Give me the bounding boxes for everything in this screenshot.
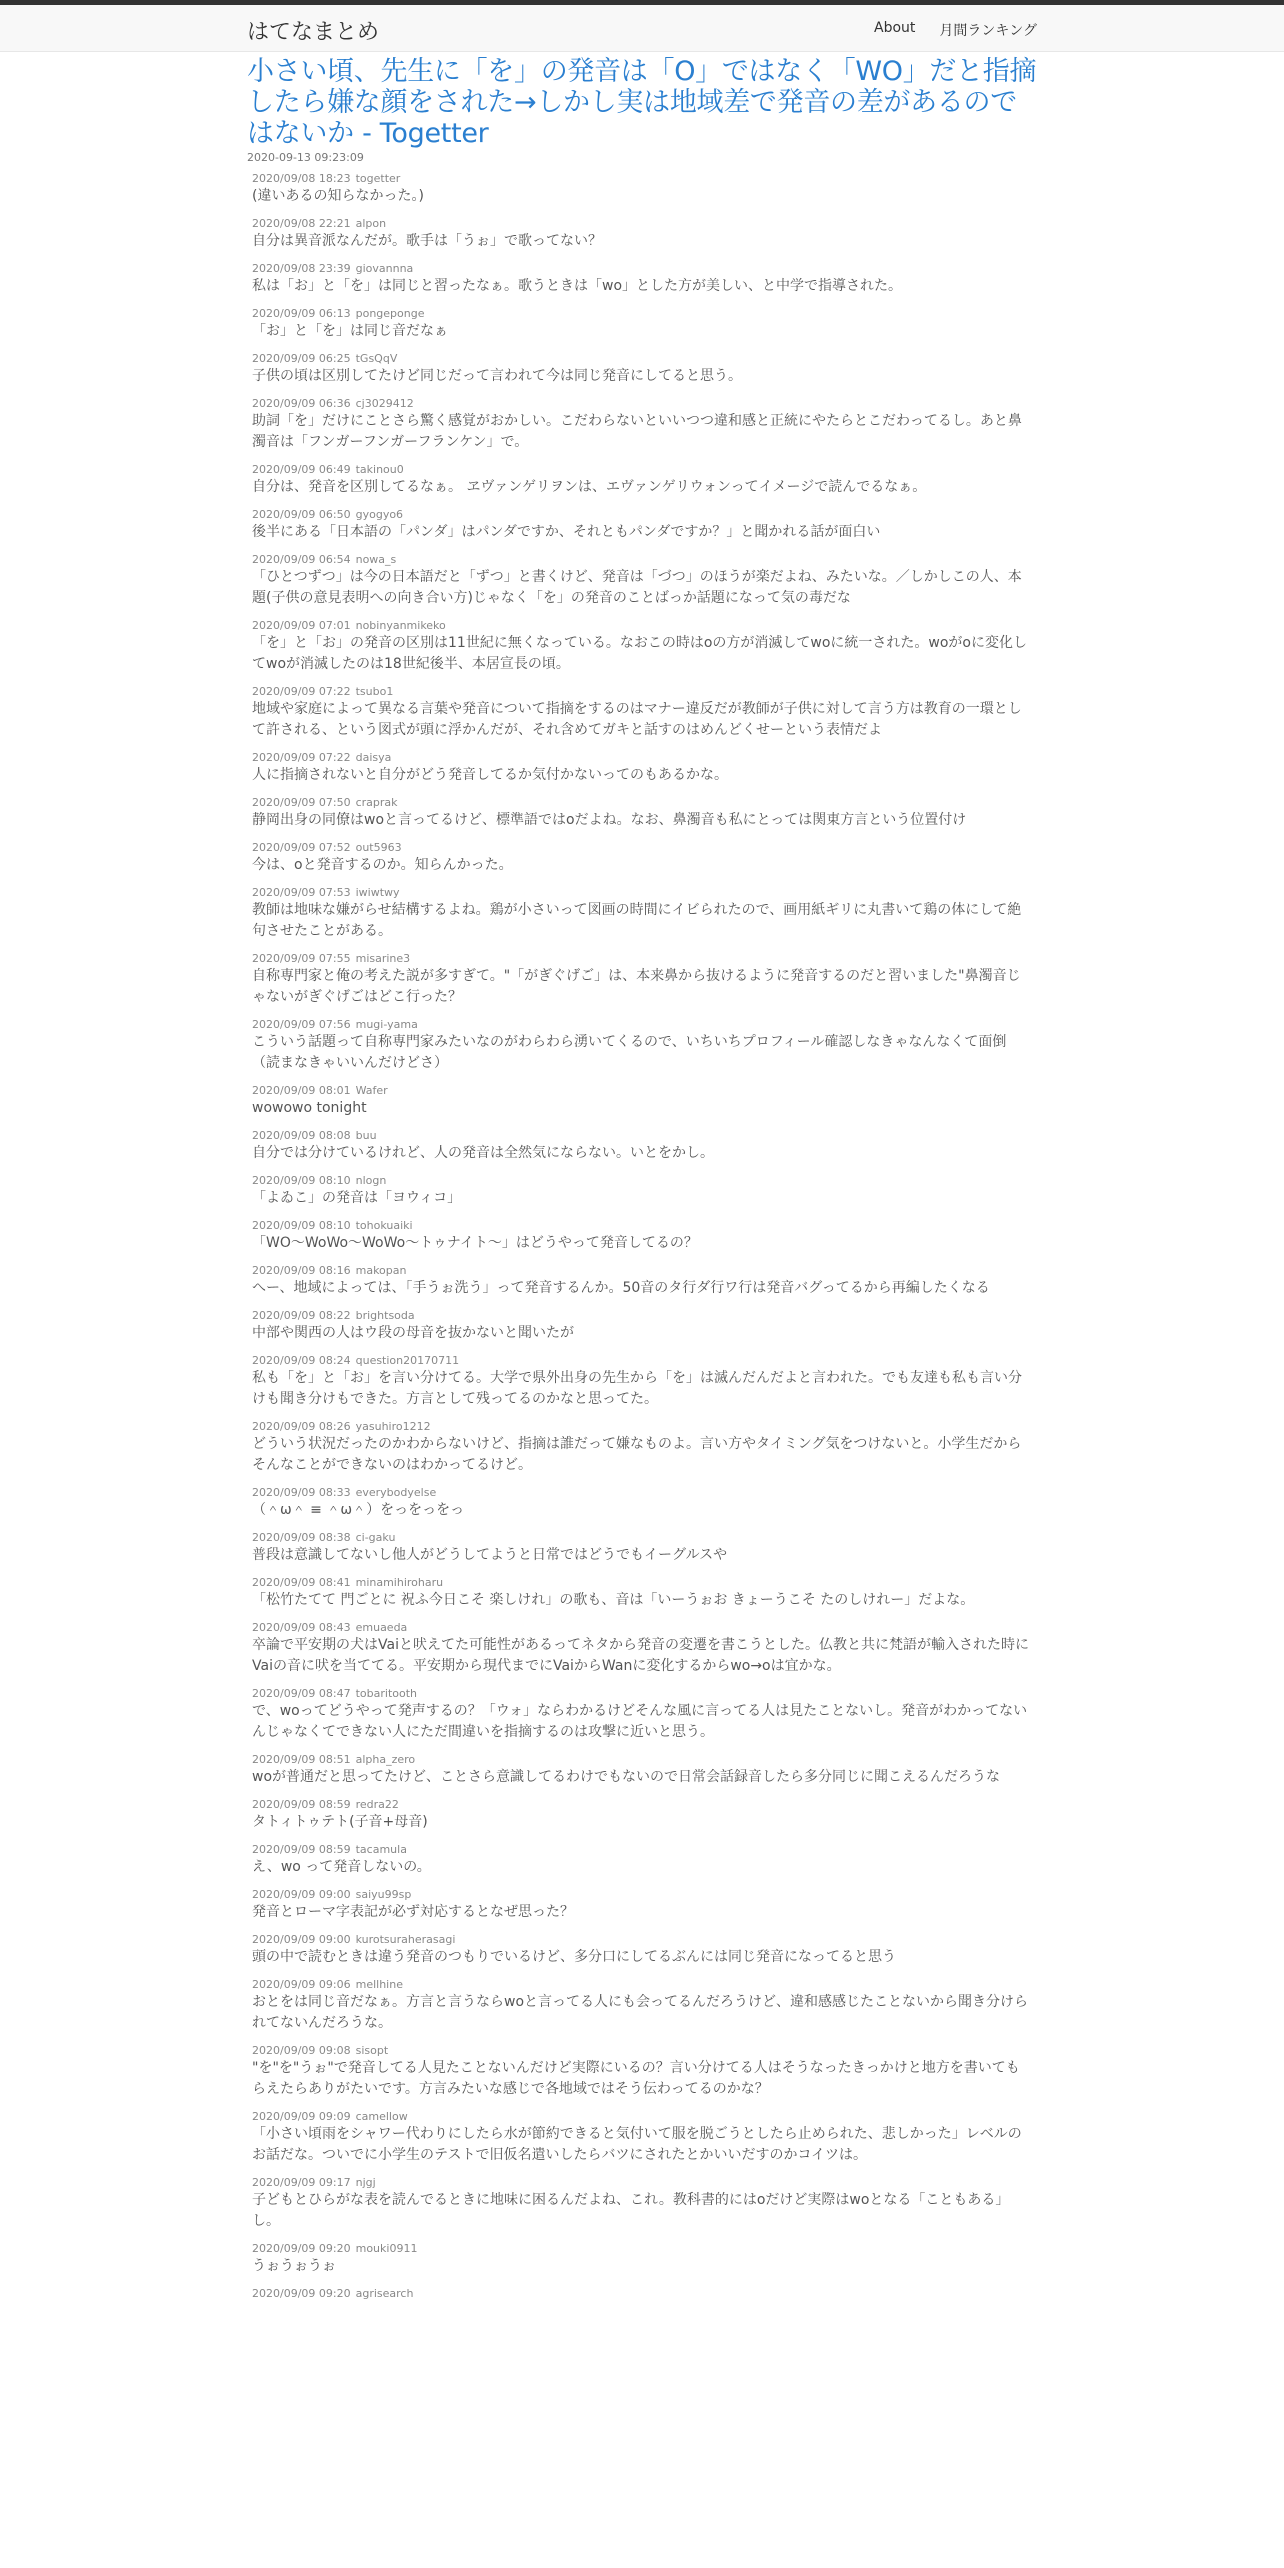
- comment-timestamp: 2020/09/09 07:53: [252, 886, 351, 899]
- comment-item: [247, 796, 1037, 831]
- comment-timestamp: 2020/09/09 09:06: [252, 1978, 351, 1991]
- comment-item: [247, 1978, 1037, 2034]
- comment-username[interactable]: brightsoda: [355, 1309, 415, 1322]
- comment-timestamp: 2020/09/09 09:00: [252, 1888, 351, 1901]
- comment-item: [247, 1174, 1037, 1209]
- comment-timestamp: 2020/09/09 07:22: [252, 751, 351, 764]
- comment-timestamp: 2020/09/09 09:20: [252, 2287, 351, 2300]
- comment-username[interactable]: nobinyanmikeko: [355, 619, 446, 632]
- comment-meta: [252, 1174, 1032, 1188]
- comment-username[interactable]: tacamula: [355, 1843, 407, 1856]
- comment-item: [247, 952, 1037, 1008]
- comment-username[interactable]: everybodyelse: [355, 1486, 437, 1499]
- comment-username[interactable]: nowa_s: [355, 553, 397, 566]
- comment-username[interactable]: question20170711: [355, 1354, 460, 1367]
- comment-meta: [252, 1486, 1032, 1500]
- comment-text: 私も「を」と「お」を言い分けてる。大学で県外出身の先生から「を」は滅んだんだよと言われた。でも友達も私も言い分けも聞き分けもできた。方言として残ってるのかなと思ってた。: [252, 1370, 1022, 1407]
- comment-timestamp: 2020/09/08 23:39: [252, 262, 351, 275]
- comment-timestamp: 2020/09/09 08:43: [252, 1621, 351, 1634]
- comment-meta: [252, 1309, 1032, 1323]
- comment-meta: [252, 352, 1032, 366]
- comment-timestamp: 2020/09/09 09:09: [252, 2110, 351, 2123]
- comment-item: [247, 619, 1037, 675]
- comment-item: [247, 397, 1037, 453]
- site-brand-link[interactable]: はてなまとめ: [247, 20, 380, 45]
- nav-links: [874, 20, 1037, 40]
- comment-timestamp: 2020/09/09 06:25: [252, 352, 351, 365]
- comment-item: [247, 217, 1037, 252]
- comment-meta: [252, 1354, 1032, 1368]
- navbar: [0, 5, 1284, 52]
- comment-item: [247, 1531, 1037, 1566]
- comment-username[interactable]: minamihiroharu: [355, 1576, 444, 1589]
- comment-item: [247, 1018, 1037, 1074]
- comment-meta: [252, 1264, 1032, 1278]
- comment-meta: [252, 172, 1032, 186]
- comment-text: 発音とローマ字表記が必ず対応するとなぜ思った？: [252, 1904, 574, 1920]
- comment-text: 「松竹たてて 門ごとに 祝ふ今日こそ 楽しけれ」の歌も、音は「いーうぉお きょーうこそ たのしけれー」だよな。: [252, 1592, 975, 1608]
- comment-item: [247, 685, 1037, 741]
- comment-text: 中部や関西の人はウ段の母音を抜かないと聞いたが: [252, 1325, 574, 1341]
- comment-username[interactable]: mugi-yama: [355, 1018, 418, 1031]
- comment-text: 卒論で平安期の犬はVaiと吠えてた可能性があるってネタから発音の変遷を書こうとした。仏教と共に梵語が輸入された時にVaiの音に吠を当ててる。平安期から現代までにVaiからWanに変化するからwo→oは宜かな。: [252, 1637, 1029, 1674]
- comment-text: 静岡出身の同僚はwoと言ってるけど、標準語ではoだよね。なお、鼻濁音も私にとっては関東方言という位置付け: [252, 812, 967, 828]
- comment-item: [247, 1843, 1037, 1878]
- comment-text: 「小さい頃雨をシャワー代わりにしたら水が節約できると気付いて服を脱ごうとしたら止められた、悲しかった」レベルのお話だな。ついでに小学生のテストで旧仮名遣いしたらバツにされたとかいいだすのかコイツは。: [252, 2126, 1022, 2163]
- comment-username[interactable]: yasuhiro1212: [355, 1420, 431, 1433]
- comment-meta: [252, 1843, 1032, 1857]
- comment-item: [247, 1129, 1037, 1164]
- comment-timestamp: 2020/09/09 06:54: [252, 553, 351, 566]
- comment-item: [247, 2044, 1037, 2100]
- nav-link-about[interactable]: About: [874, 20, 916, 36]
- comment-item: [247, 172, 1037, 207]
- comment-item: [247, 1219, 1037, 1254]
- comment-timestamp: 2020/09/09 09:08: [252, 2044, 351, 2057]
- comment-timestamp: 2020/09/09 09:17: [252, 2176, 351, 2189]
- comment-timestamp: 2020/09/09 07:56: [252, 1018, 351, 1031]
- comment-text: 後半にある「日本語の「パンダ」はパンダですか、それともパンダですか？」と聞かれる話が面白い: [252, 524, 881, 540]
- comment-item: [247, 1888, 1037, 1923]
- comment-meta: [252, 685, 1032, 699]
- comment-item: [247, 1486, 1037, 1521]
- comment-username[interactable]: redra22: [355, 1798, 399, 1811]
- comment-username[interactable]: alpha_zero: [355, 1753, 416, 1766]
- comment-text: タトィトゥテト(子音+母音): [252, 1814, 428, 1830]
- comment-username[interactable]: camellow: [355, 2110, 408, 2123]
- comment-username[interactable]: Wafer: [355, 1084, 388, 1097]
- page-date: 2020-09-13 09:23:09: [247, 151, 364, 164]
- comment-item: [247, 1576, 1037, 1611]
- comment-username[interactable]: mellhine: [355, 1978, 403, 1991]
- main-content: [247, 56, 1037, 2311]
- comment-username[interactable]: emuaeda: [355, 1621, 408, 1634]
- comment-username[interactable]: mouki0911: [355, 2242, 418, 2255]
- comment-meta: [252, 1753, 1032, 1767]
- comment-meta: [252, 217, 1032, 231]
- comment-meta: [252, 508, 1032, 522]
- comment-timestamp: 2020/09/09 08:59: [252, 1798, 351, 1811]
- comment-username[interactable]: gyogyo6: [355, 508, 404, 521]
- comment-list: [247, 172, 1037, 2301]
- comment-timestamp: 2020/09/09 08:24: [252, 1354, 351, 1367]
- comment-username[interactable]: saiyu99sp: [355, 1888, 412, 1901]
- comment-timestamp: 2020/09/09 08:10: [252, 1174, 351, 1187]
- comment-text: 自分は、発音を区別してるなぁ。 ヱヴァンゲリヲンは、エヴァンゲリウォンってイメージで読んでるなぁ。: [252, 479, 927, 495]
- comment-meta: [252, 553, 1032, 567]
- comment-text: どういう状況だったのかわからないけど、指摘は誰だって嫌なものよ。言い方やタイミング気をつけないと。小学生だからそんなことができないのはわかってるけど。: [252, 1436, 1022, 1473]
- comment-timestamp: 2020/09/09 07:55: [252, 952, 351, 965]
- comment-text: 助詞「を」だけにことさら驚く感覚がおかしい。こだわらないといいつつ違和感と正統にやたらとこだわってるし。あと鼻濁音は「フンガーフンガーフランケン」で。: [252, 413, 1022, 450]
- comment-username[interactable]: alpon: [355, 217, 387, 230]
- comment-username[interactable]: out5963: [355, 841, 402, 854]
- comment-item: [247, 1264, 1037, 1299]
- comment-meta: [252, 1621, 1032, 1635]
- comment-text: wowowo tonight: [252, 1100, 367, 1116]
- comment-text: へー、地域によっては、「手うぉ洗う」って発音するんか。50音のタ行ダ行ワ行は発音バグってるから再編したくなる: [252, 1280, 990, 1296]
- comment-text: 自分では分けているけれど、人の発音は全然気にならない。いとをかし。: [252, 1145, 714, 1161]
- comment-timestamp: 2020/09/08 18:23: [252, 172, 351, 185]
- comment-username[interactable]: nlogn: [355, 1174, 387, 1187]
- comment-item: [247, 1420, 1037, 1476]
- comment-username[interactable]: makopan: [355, 1264, 407, 1277]
- comment-item: [247, 307, 1037, 342]
- comment-meta: [252, 1420, 1032, 1434]
- comment-text: 「ひとつずつ」は今の日本語だと「ずつ」と書くけど、発音は「づつ」のほうが楽だよね、みたいな。／しかしこの人、本題(子供の意見表明への向き合い方)じゃなく「を」の発音のことばっか話題になって気の毒だな: [252, 569, 1022, 606]
- comment-text: 教師は地味な嫌がらせ結構するよね。鶏が小さいって図画の時間にイビられたので、画用紙ギリに丸書いて鶏の体にして絶句させたことがある。: [252, 902, 1022, 939]
- comment-meta: [252, 1084, 1032, 1098]
- comment-username[interactable]: giovannna: [355, 262, 414, 275]
- comment-timestamp: 2020/09/09 08:10: [252, 1219, 351, 1232]
- comment-timestamp: 2020/09/09 07:22: [252, 685, 351, 698]
- comment-item: [247, 1309, 1037, 1344]
- comment-item: [247, 553, 1037, 609]
- comment-item: [247, 886, 1037, 942]
- comment-meta: [252, 2176, 1032, 2190]
- comment-timestamp: 2020/09/09 06:13: [252, 307, 351, 320]
- comment-text: "を"を"うぉ"で発音してる人見たことないんだけど実際にいるの？言い分けてる人はそうなったきっかけと地方を書いてもらえたらありがたいです。方言みたいな感じで各地域ではそう伝わってるのかな？: [252, 2060, 1020, 2097]
- comment-timestamp: 2020/09/09 08:47: [252, 1687, 351, 1700]
- comment-timestamp: 2020/09/09 08:22: [252, 1309, 351, 1322]
- comment-timestamp: 2020/09/09 08:16: [252, 1264, 351, 1277]
- comment-meta: [252, 619, 1032, 633]
- comment-username[interactable]: agrisearch: [355, 2287, 414, 2300]
- comment-timestamp: 2020/09/09 07:52: [252, 841, 351, 854]
- comment-item: [247, 2287, 1037, 2301]
- comment-timestamp: 2020/09/09 09:20: [252, 2242, 351, 2255]
- comment-item: [247, 1753, 1037, 1788]
- comment-username[interactable]: tohokuaiki: [355, 1219, 413, 1232]
- comment-username[interactable]: daisya: [355, 751, 392, 764]
- comment-text: え、wo って発音しないの。: [252, 1859, 431, 1875]
- comment-username[interactable]: pongeponge: [355, 307, 425, 320]
- comment-timestamp: 2020/09/09 08:01: [252, 1084, 351, 1097]
- comment-text: 「WO〜WoWo〜WoWo〜トゥナイト〜」はどうやって発音してるの？: [252, 1235, 698, 1251]
- comment-text: 人に指摘されないと自分がどう発音してるか気付かないってのもあるかな。: [252, 767, 728, 783]
- comment-meta: [252, 397, 1032, 411]
- comment-meta: [252, 1018, 1032, 1032]
- comment-timestamp: 2020/09/09 06:36: [252, 397, 351, 410]
- comment-text: こういう話題って自称専門家みたいなのがわらわら湧いてくるので、いちいちプロフィール確認しなきゃなんなくて面倒（読まなきゃいいんだけどさ）: [252, 1034, 1007, 1071]
- comment-username[interactable]: tGsQqV: [355, 352, 398, 365]
- nav-link-monthly-ranking[interactable]: 月間ランキング: [939, 23, 1037, 39]
- comment-item: [247, 2110, 1037, 2166]
- comment-text: 子供の頃は区別してたけど同じだって言われて今は同じ発音にしてると思う。: [252, 368, 742, 384]
- comment-timestamp: 2020/09/09 08:59: [252, 1843, 351, 1856]
- comment-item: [247, 352, 1037, 387]
- comment-item: [247, 841, 1037, 876]
- comment-text: 「よゐこ」の発音は「ヨウィコ」: [252, 1190, 462, 1206]
- comment-meta: [252, 2242, 1032, 2256]
- comment-text: 子どもとひらがな表を読んでるときに地味に困るんだよね、これ。教科書的にはoだけど実際はwoとなる「こともある」し。: [252, 2192, 1010, 2229]
- comment-username[interactable]: cj3029412: [355, 397, 414, 410]
- comment-meta: [252, 1687, 1032, 1701]
- comment-text: (違いあるの知らなかった。): [252, 188, 424, 204]
- comment-meta: [252, 751, 1032, 765]
- comment-item: [247, 1084, 1037, 1119]
- comment-meta: [252, 841, 1032, 855]
- comment-meta: [252, 1933, 1032, 1947]
- comment-item: [247, 463, 1037, 498]
- comment-item: [247, 1687, 1037, 1743]
- comment-text: woが普通だと思ってたけど、ことさら意識してるわけでもないので日常会話録音したら多分同じに聞こえるんだろうな: [252, 1769, 1001, 1785]
- comment-timestamp: 2020/09/09 07:50: [252, 796, 351, 809]
- comment-text: 今は、oと発音するのか。知らんかった。: [252, 857, 513, 873]
- comment-text: 私は「お」と「を」は同じと習ったなぁ。歌うときは「wo」とした方が美しい、と中学で指導された。: [252, 278, 903, 294]
- comment-username[interactable]: tobaritooth: [355, 1687, 418, 1700]
- comment-item: [247, 2242, 1037, 2277]
- comment-username[interactable]: misarine3: [355, 952, 411, 965]
- comment-meta: [252, 952, 1032, 966]
- comment-username[interactable]: kurotsuraherasagi: [355, 1933, 456, 1946]
- comment-item: [247, 1354, 1037, 1410]
- comment-item: [247, 751, 1037, 786]
- comment-item: [247, 1798, 1037, 1833]
- comment-meta: [252, 1888, 1032, 1902]
- comment-meta: [252, 2287, 1032, 2301]
- comment-meta: [252, 463, 1032, 477]
- comment-meta: [252, 307, 1032, 321]
- comment-text: 「お」と「を」は同じ音だなぁ: [252, 323, 448, 339]
- comment-item: [247, 2176, 1037, 2232]
- comment-text: 地域や家庭によって異なる言葉や発音について指摘をするのはマナー違反だが教師が子供に対して言う方は教育の一環として許される、という図式が頭に浮かんだが、それ含めてガキと話すのはめんどくせーという表情だよ: [252, 701, 1022, 738]
- comment-text: （＾ω＾ ≡ ＾ω＾）をっをっをっ: [252, 1502, 465, 1518]
- comment-timestamp: 2020/09/09 09:00: [252, 1933, 351, 1946]
- comment-meta: [252, 1129, 1032, 1143]
- comment-meta: [252, 1978, 1032, 1992]
- comment-text: おとをは同じ音だなぁ。方言と言うならwoと言ってる人にも会ってるんだろうけど、違和感感じたことないから聞き分けられてないんだろうな。: [252, 1994, 1029, 2031]
- comment-item: [247, 1621, 1037, 1677]
- comment-text: 「を」と「お」の発音の区別は11世紀に無くなっている。なおこの時はoの方が消滅してwoに統一された。woがoに変化してwoが消滅したのは18世紀後半、本居宣長の頃。: [252, 635, 1027, 672]
- comment-text: うぉうぉうぉ: [252, 2258, 336, 2274]
- comment-timestamp: 2020/09/09 07:01: [252, 619, 351, 632]
- comment-timestamp: 2020/09/08 22:21: [252, 217, 351, 230]
- comment-meta: [252, 1798, 1032, 1812]
- comment-item: [247, 508, 1037, 543]
- comment-text: 自分は異音派なんだが。歌手は「うぉ」で歌ってない？: [252, 233, 602, 249]
- comment-meta: [252, 1219, 1032, 1233]
- comment-text: 普段は意識してないし他人がどうしてようと日常ではどうでもイーグルスや: [252, 1547, 728, 1563]
- comment-timestamp: 2020/09/09 06:50: [252, 508, 351, 521]
- comment-timestamp: 2020/09/09 08:33: [252, 1486, 351, 1499]
- comment-item: [247, 1933, 1037, 1968]
- comment-meta: [252, 262, 1032, 276]
- comment-username[interactable]: sisopt: [355, 2044, 389, 2057]
- comment-text: 自称専門家と俺の考えた説が多すぎて。"「がぎぐげご」は、本来鼻から抜けるように発音するのだと習いました"鼻濁音じゃないがぎぐげごはどこ行った？: [252, 968, 1021, 1005]
- comment-username[interactable]: togetter: [355, 172, 401, 185]
- comment-username[interactable]: takinou0: [355, 463, 404, 476]
- comment-username[interactable]: craprak: [355, 796, 398, 809]
- page-title-link[interactable]: 小さい頃、先生に「を」の発音は「O」ではなく「WO」だと指摘したら嫌な顔をされた→しかし実は地域差で発音の差があるのではないか - Togetter: [247, 56, 1037, 149]
- comment-meta: [252, 1531, 1032, 1545]
- comment-timestamp: 2020/09/09 08:26: [252, 1420, 351, 1433]
- comment-text: 頭の中で読むときは違う発音のつもりでいるけど、多分口にしてるぶんには同じ発音になってると思う: [252, 1949, 896, 1965]
- comment-username[interactable]: buu: [355, 1129, 377, 1142]
- comment-meta: [252, 2110, 1032, 2124]
- comment-username[interactable]: tsubo1: [355, 685, 394, 698]
- comment-timestamp: 2020/09/09 08:41: [252, 1576, 351, 1589]
- comment-text: で、woってどうやって発声するの？「ウォ」ならわかるけどそんな風に言ってる人は見たことないし。発音がわかってないんじゃなくてできない人にただ間違いを指摘するのは攻撃に近いと思う。: [252, 1703, 1028, 1740]
- comment-meta: [252, 2044, 1032, 2058]
- comment-username[interactable]: iwiwtwy: [355, 886, 400, 899]
- comment-username[interactable]: njgj: [355, 2176, 376, 2189]
- comment-item: [247, 262, 1037, 297]
- comment-timestamp: 2020/09/09 06:49: [252, 463, 351, 476]
- comment-timestamp: 2020/09/09 08:38: [252, 1531, 351, 1544]
- comment-meta: [252, 886, 1032, 900]
- comment-meta: [252, 1576, 1032, 1590]
- comment-meta: [252, 796, 1032, 810]
- comment-timestamp: 2020/09/09 08:08: [252, 1129, 351, 1142]
- comment-timestamp: 2020/09/09 08:51: [252, 1753, 351, 1766]
- comment-username[interactable]: ci-gaku: [355, 1531, 396, 1544]
